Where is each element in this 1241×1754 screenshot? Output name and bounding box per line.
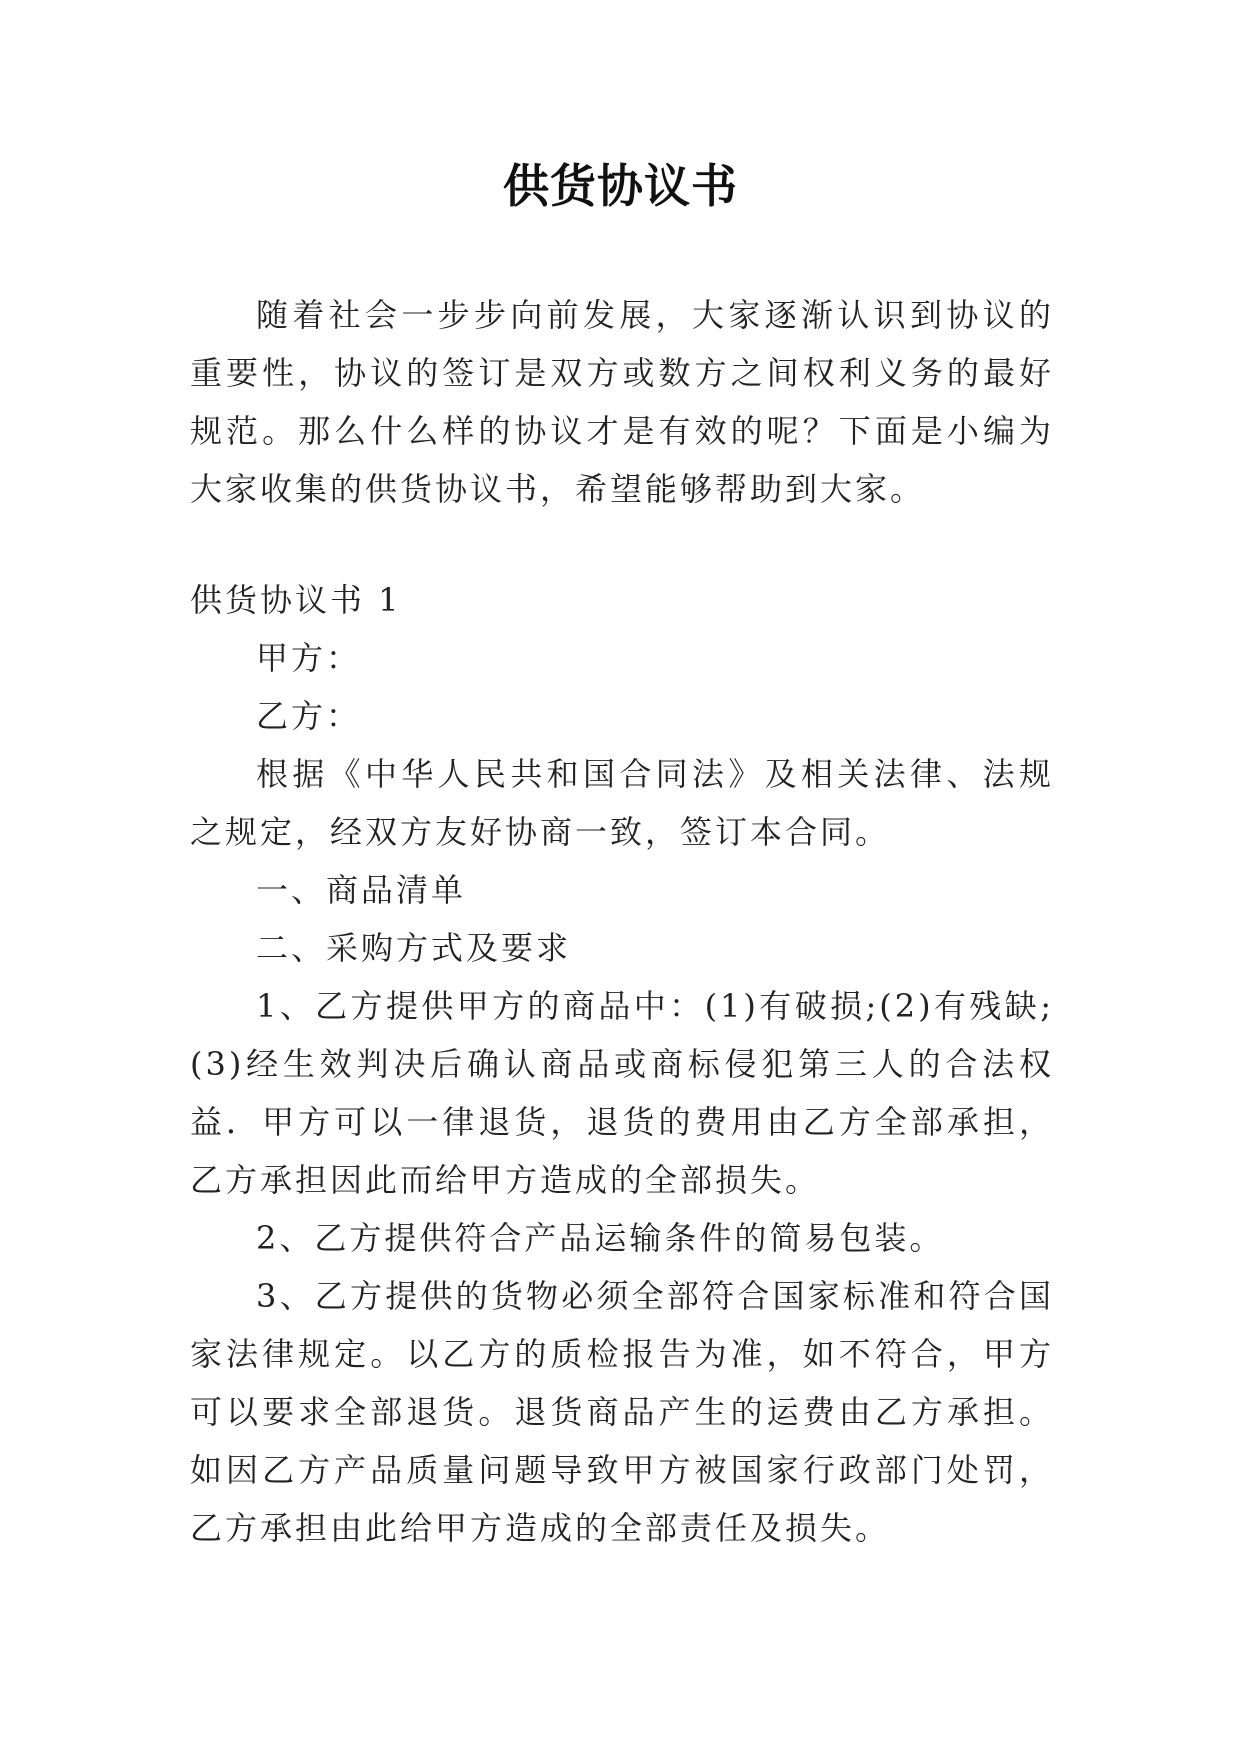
document-body bbox=[190, 286, 1054, 1557]
basis-paragraph: 根据《中华人民共和国合同法》及相关法律、法规之规定，经双方友好协商一致，签订本合同。 bbox=[190, 755, 1054, 851]
document-title: 供货协议书 bbox=[503, 159, 738, 213]
clause-3-paragraph: 3、乙方提供的货物必须全部符合国家标准和符合国家法律规定。以乙方的质检报告为准，如不符合，甲方可以要求全部退货。退货商品产生的运费由乙方承担。如因乙方产品质量问题导致甲方被国家行政部门处罚，乙方承担由此给甲方造成的全部责任及损失。 bbox=[190, 1277, 1054, 1547]
intro-paragraph: 随着社会一步步向前发展，大家逐渐认识到协议的重要性，协议的签订是双方或数方之间权利义务的最好规范。那么什么样的协议才是有效的呢？下面是小编为大家收集的供货协议书，希望能够帮助到大家。 bbox=[190, 296, 1054, 508]
party-a-line: 甲方： bbox=[256, 639, 362, 677]
clause-2-paragraph: 2、乙方提供符合产品运输条件的简易包装。 bbox=[256, 1219, 945, 1257]
party-b-line: 乙方： bbox=[256, 697, 362, 735]
item-1-heading: 一、商品清单 bbox=[256, 871, 467, 909]
clause-1-paragraph: 1、乙方提供甲方的商品中：(1)有破损;(2)有残缺;(3)经生效判决后确认商品或商标侵犯第三人的合法权益．甲方可以一律退货，退货的费用由乙方全部承担，乙方承担因此而给甲方造成的全部损失。 bbox=[190, 987, 1054, 1199]
section-heading: 供货协议书 1 bbox=[190, 581, 402, 619]
item-2-heading: 二、采购方式及要求 bbox=[256, 929, 572, 967]
